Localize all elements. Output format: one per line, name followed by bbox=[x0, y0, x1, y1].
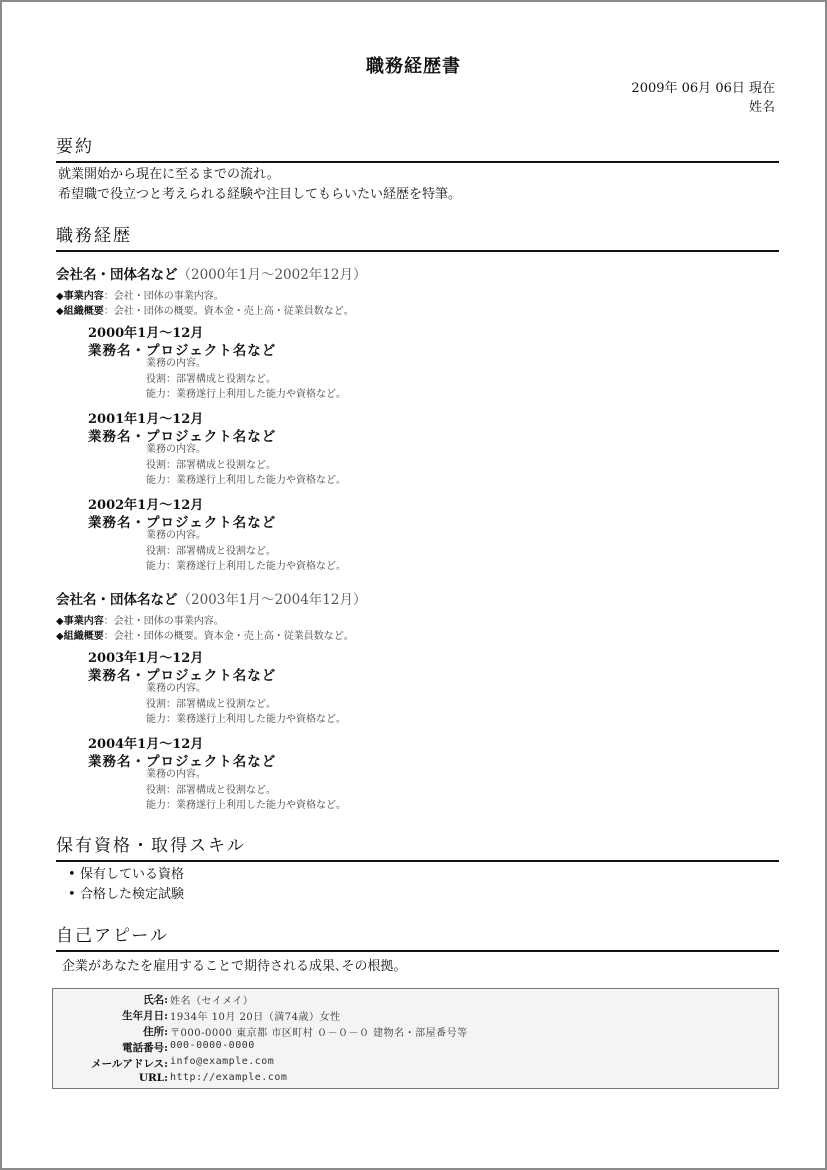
business-text: ：会社・団体の事業内容。 bbox=[103, 616, 224, 627]
project-content: 業務の内容。 bbox=[146, 444, 206, 455]
project-name: 業務名・プロジェクト名など bbox=[88, 754, 277, 770]
contact-address-value: 〒000-0000 東京都 市区町村 ０－０－０ 建物名・部屋番号等 bbox=[170, 1028, 468, 1039]
project-date: 2003年1月～12月 bbox=[88, 651, 204, 666]
contact-address-label: 住所: bbox=[143, 1026, 168, 1038]
project-skill: 能力：業務遂行上利用した能力や資格など。 bbox=[146, 714, 346, 725]
summary-line-1: 就業開始から現在に至るまでの流れ。 bbox=[58, 167, 280, 182]
project-content: 業務の内容。 bbox=[146, 769, 206, 780]
org-text: ：会社・団体の概要。資本金・売上高・従業員数など。 bbox=[103, 306, 354, 317]
skill-item bbox=[68, 865, 184, 885]
org-label: ◆組織概要 bbox=[56, 306, 104, 317]
contact-name-label: 氏名: bbox=[143, 994, 168, 1006]
project-name: 業務名・プロジェクト名など bbox=[88, 429, 277, 445]
project-skill: 能力：業務遂行上利用した能力や資格など。 bbox=[146, 389, 346, 400]
contact-birth-label: 生年月日: bbox=[122, 1010, 168, 1022]
business-label: ◆事業内容 bbox=[56, 616, 104, 627]
business-label: ◆事業内容 bbox=[56, 291, 104, 302]
project-name: 業務名・プロジェクト名など bbox=[88, 668, 277, 684]
company-name: 会社名・団体名など bbox=[56, 592, 178, 608]
company-period: （2003年1月～2004年12月） bbox=[177, 592, 367, 608]
project-role: 役割：部署構成と役割など。 bbox=[146, 374, 276, 385]
business-text: ：会社・団体の事業内容。 bbox=[103, 291, 224, 302]
org-label: ◆組織概要 bbox=[56, 631, 104, 642]
company-name: 会社名・団体名など bbox=[56, 267, 178, 283]
project-role: 役割：部署構成と役割など。 bbox=[146, 546, 276, 557]
skill-item bbox=[68, 885, 184, 905]
bullet-icon: • bbox=[68, 887, 76, 902]
contact-url-label: URL: bbox=[138, 1072, 168, 1084]
document-author-name: 姓名 bbox=[748, 100, 775, 115]
summary-line-2: 希望職で役立つと考えられる経験や注目してもらいたい経歴を特筆。 bbox=[58, 187, 462, 202]
company-2-org bbox=[56, 627, 354, 642]
history-heading: 職務経歴 bbox=[56, 221, 779, 252]
project-date: 2002年1月～12月 bbox=[88, 498, 204, 513]
appeal-heading: 自己アピール bbox=[56, 921, 779, 952]
appeal-text: 企業があなたを雇用することで期待される成果､その根拠。 bbox=[62, 959, 407, 974]
document-date: 2009年 06月 06日 現在 bbox=[631, 81, 775, 96]
contact-email-link[interactable]: info@example.com bbox=[170, 1056, 275, 1067]
project-skill: 能力：業務遂行上利用した能力や資格など。 bbox=[146, 561, 346, 572]
company-1-title bbox=[56, 263, 366, 283]
contact-phone-label: 電話番号: bbox=[122, 1042, 168, 1054]
project-name: 業務名・プロジェクト名など bbox=[88, 515, 277, 531]
project-date: 2001年1月～12月 bbox=[88, 412, 204, 427]
contact-phone-value: 000-0000-0000 bbox=[170, 1040, 255, 1051]
company-2-business bbox=[56, 612, 224, 627]
skill-item-text: 合格した検定試験 bbox=[80, 887, 185, 902]
company-1-org bbox=[56, 302, 354, 317]
company-period: （2000年1月～2002年12月） bbox=[177, 267, 367, 283]
summary-heading: 要約 bbox=[56, 132, 779, 163]
org-text: ：会社・団体の概要。資本金・売上高・従業員数など。 bbox=[103, 631, 354, 642]
project-name: 業務名・プロジェクト名など bbox=[88, 343, 277, 359]
contact-birth-value: 1934年 10月 20日（満74歳）女性 bbox=[170, 1012, 341, 1023]
bullet-icon: • bbox=[68, 867, 76, 882]
project-date: 2000年1月～12月 bbox=[88, 326, 204, 341]
project-skill: 能力：業務遂行上利用した能力や資格など。 bbox=[146, 475, 346, 486]
skills-heading: 保有資格・取得スキル bbox=[56, 831, 779, 862]
contact-box bbox=[52, 988, 779, 1089]
project-role: 役割：部署構成と役割など。 bbox=[146, 785, 276, 796]
project-date: 2004年1月～12月 bbox=[88, 737, 204, 752]
project-content: 業務の内容。 bbox=[146, 530, 206, 541]
contact-name-value: 姓名（セイメイ） bbox=[170, 996, 254, 1007]
company-1-business bbox=[56, 287, 224, 302]
contact-email-label: メールアドレス: bbox=[91, 1058, 168, 1070]
project-content: 業務の内容。 bbox=[146, 358, 206, 369]
contact-url-link[interactable]: http://example.com bbox=[170, 1072, 288, 1083]
company-2-title bbox=[56, 588, 366, 608]
project-content: 業務の内容。 bbox=[146, 683, 206, 694]
document-title: 職務経歴書 bbox=[366, 56, 461, 77]
project-role: 役割：部署構成と役割など。 bbox=[146, 460, 276, 471]
project-role: 役割：部署構成と役割など。 bbox=[146, 699, 276, 710]
project-skill: 能力：業務遂行上利用した能力や資格など。 bbox=[146, 800, 346, 811]
skill-item-text: 保有している資格 bbox=[80, 867, 185, 882]
